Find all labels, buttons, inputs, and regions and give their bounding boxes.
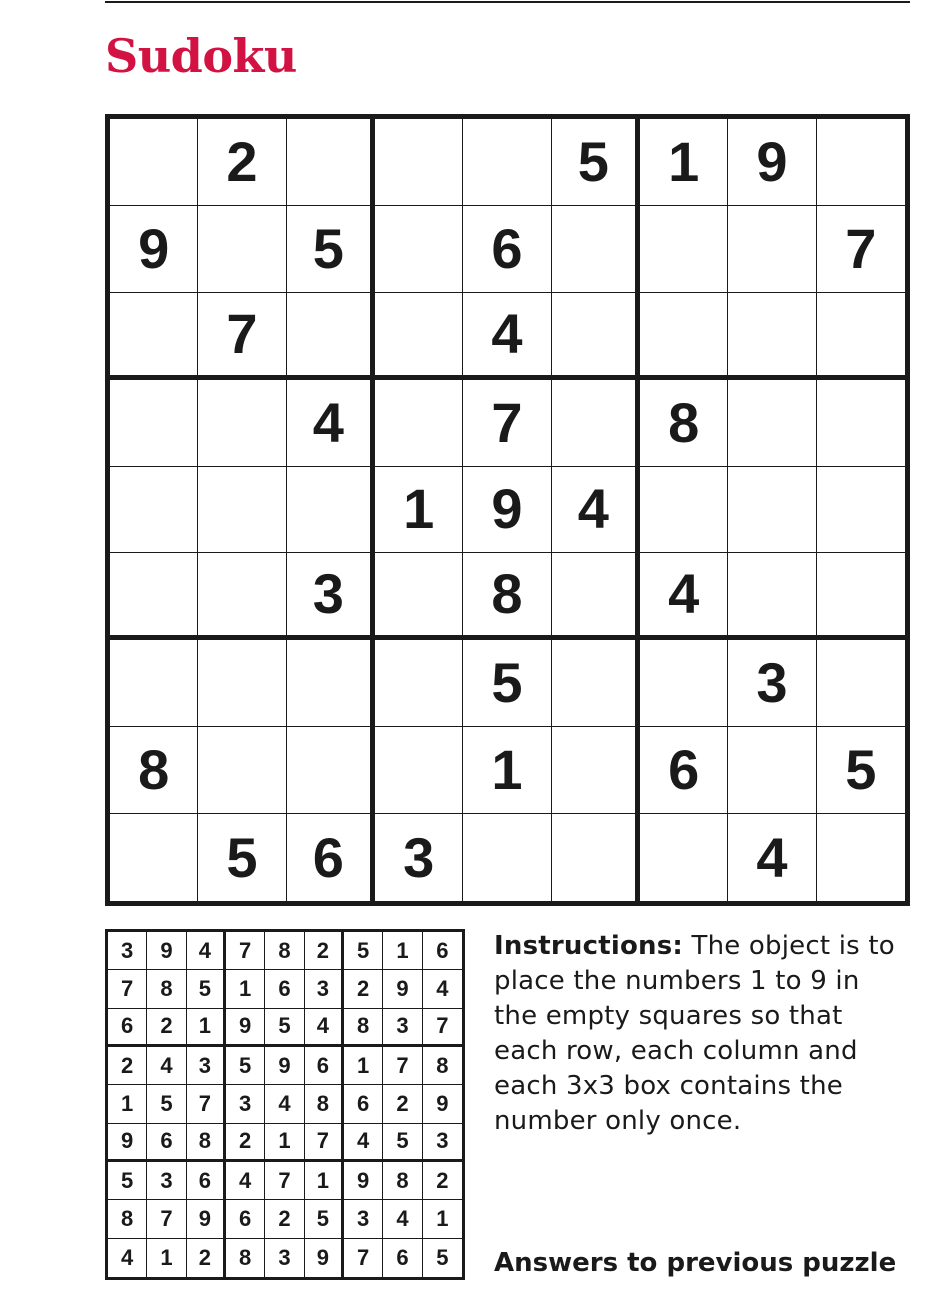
answer-cell-r5-c2: 5 xyxy=(147,1085,186,1123)
puzzle-cell-r5-c6[interactable]: 4 xyxy=(552,467,640,554)
puzzle-cell-r6-c3[interactable]: 3 xyxy=(287,553,375,640)
answer-cell-r3-c7: 8 xyxy=(344,1009,383,1047)
puzzle-cell-r8-c9[interactable]: 5 xyxy=(817,727,905,814)
answer-cell-r2-c1: 7 xyxy=(108,970,147,1008)
answer-cell-r2-c4: 1 xyxy=(226,970,265,1008)
answer-cell-r3-c2: 2 xyxy=(147,1009,186,1047)
answer-cell-r6-c4: 2 xyxy=(226,1124,265,1162)
puzzle-cell-r6-c8[interactable] xyxy=(728,553,816,640)
puzzle-cell-r1-c4[interactable] xyxy=(375,119,463,206)
answer-cell-r7-c7: 9 xyxy=(344,1162,383,1200)
puzzle-cell-r2-c6[interactable] xyxy=(552,206,640,293)
puzzle-cell-r2-c5[interactable]: 6 xyxy=(463,206,551,293)
answer-cell-r7-c1: 5 xyxy=(108,1162,147,1200)
answer-cell-r5-c4: 3 xyxy=(226,1085,265,1123)
answer-cell-r6-c1: 9 xyxy=(108,1124,147,1162)
answer-cell-r6-c3: 8 xyxy=(187,1124,226,1162)
answer-cell-r4-c6: 6 xyxy=(305,1047,344,1085)
answer-cell-r3-c1: 6 xyxy=(108,1009,147,1047)
puzzle-cell-r5-c9[interactable] xyxy=(817,467,905,554)
answer-cell-r3-c5: 5 xyxy=(265,1009,304,1047)
answer-cell-r8-c4: 6 xyxy=(226,1200,265,1238)
answer-cell-r1-c2: 9 xyxy=(147,932,186,970)
answer-cell-r1-c3: 4 xyxy=(187,932,226,970)
puzzle-cell-r2-c3[interactable]: 5 xyxy=(287,206,375,293)
answer-cell-r7-c3: 6 xyxy=(187,1162,226,1200)
answer-cell-r5-c8: 2 xyxy=(383,1085,422,1123)
puzzle-cell-r5-c2[interactable] xyxy=(198,467,286,554)
answer-cell-r3-c3: 1 xyxy=(187,1009,226,1047)
puzzle-cell-r1-c3[interactable] xyxy=(287,119,375,206)
puzzle-cell-r6-c6[interactable] xyxy=(552,553,640,640)
puzzle-cell-r7-c1[interactable] xyxy=(110,640,198,727)
answer-cell-r2-c6: 3 xyxy=(305,970,344,1008)
answer-cell-r2-c5: 6 xyxy=(265,970,304,1008)
puzzle-cell-r3-c1[interactable] xyxy=(110,293,198,380)
answer-cell-r7-c5: 7 xyxy=(265,1162,304,1200)
answer-cell-r6-c5: 1 xyxy=(265,1124,304,1162)
answer-cell-r3-c9: 7 xyxy=(423,1009,462,1047)
answer-cell-r2-c2: 8 xyxy=(147,970,186,1008)
puzzle-cell-r5-c3[interactable] xyxy=(287,467,375,554)
answer-cell-r3-c4: 9 xyxy=(226,1009,265,1047)
answer-cell-r2-c9: 4 xyxy=(423,970,462,1008)
answer-cell-r4-c9: 8 xyxy=(423,1047,462,1085)
puzzle-cell-r8-c8[interactable] xyxy=(728,727,816,814)
instructions-label: Instructions: xyxy=(494,931,684,961)
answer-cell-r4-c2: 4 xyxy=(147,1047,186,1085)
puzzle-cell-r1-c2[interactable]: 2 xyxy=(198,119,286,206)
puzzle-cell-r1-c6[interactable]: 5 xyxy=(552,119,640,206)
answer-cell-r1-c6: 2 xyxy=(305,932,344,970)
puzzle-cell-r9-c4[interactable]: 3 xyxy=(375,814,463,901)
puzzle-cell-r1-c9[interactable] xyxy=(817,119,905,206)
puzzle-cell-r6-c2[interactable] xyxy=(198,553,286,640)
puzzle-cell-r5-c7[interactable] xyxy=(640,467,728,554)
instructions xyxy=(494,929,910,1139)
answer-cell-r1-c5: 8 xyxy=(265,932,304,970)
puzzle-cell-r8-c2[interactable] xyxy=(198,727,286,814)
puzzle-cell-r1-c5[interactable] xyxy=(463,119,551,206)
puzzle-cell-r2-c7[interactable] xyxy=(640,206,728,293)
puzzle-cell-r1-c8[interactable]: 9 xyxy=(728,119,816,206)
answer-cell-r1-c7: 5 xyxy=(344,932,383,970)
puzzle-cell-r7-c7[interactable] xyxy=(640,640,728,727)
answer-cell-r5-c1: 1 xyxy=(108,1085,147,1123)
puzzle-cell-r4-c7[interactable]: 8 xyxy=(640,380,728,467)
answer-cell-r2-c7: 2 xyxy=(344,970,383,1008)
answer-cell-r4-c4: 5 xyxy=(226,1047,265,1085)
puzzle-cell-r4-c5[interactable]: 7 xyxy=(463,380,551,467)
answer-cell-r5-c6: 8 xyxy=(305,1085,344,1123)
answer-cell-r5-c7: 6 xyxy=(344,1085,383,1123)
puzzle-cell-r8-c6[interactable] xyxy=(552,727,640,814)
answer-cell-r3-c8: 3 xyxy=(383,1009,422,1047)
answer-cell-r4-c7: 1 xyxy=(344,1047,383,1085)
answer-cell-r9-c9: 5 xyxy=(436,1244,449,1270)
page-title: Sudoku xyxy=(105,29,297,83)
puzzle-cell-r2-c8[interactable] xyxy=(728,206,816,293)
puzzle-cell-r4-c3[interactable]: 4 xyxy=(287,380,375,467)
puzzle-cell-r3-c6[interactable] xyxy=(552,293,640,380)
puzzle-cell-r8-c3[interactable] xyxy=(287,727,375,814)
puzzle-cell-r7-c6[interactable] xyxy=(552,640,640,727)
puzzle-cell-r5-c4[interactable]: 1 xyxy=(375,467,463,554)
answer-cell-r1-c4: 7 xyxy=(226,932,265,970)
puzzle-cell-r5-c8[interactable] xyxy=(728,467,816,554)
puzzle-cell-r6-c9[interactable] xyxy=(817,553,905,640)
puzzle-cell-r7-c4[interactable] xyxy=(375,640,463,727)
answers-label: Answers to previous puzzle xyxy=(494,1248,897,1278)
puzzle-cell-r4-c8[interactable] xyxy=(728,380,816,467)
puzzle-cell-r7-c8[interactable]: 3 xyxy=(728,640,816,727)
puzzle-cell-r3-c2[interactable]: 7 xyxy=(198,293,286,380)
answer-cell-r2-c8: 9 xyxy=(383,970,422,1008)
answer-cell-r8-c3: 9 xyxy=(187,1200,226,1238)
answer-cell-r7-c2: 3 xyxy=(147,1162,186,1200)
puzzle-cell-r1-c1[interactable] xyxy=(110,119,198,206)
answer-cell-r5-c9: 9 xyxy=(423,1085,462,1123)
puzzle-cell-r4-c4[interactable] xyxy=(375,380,463,467)
answer-cell-r4-c3: 3 xyxy=(187,1047,226,1085)
answer-cell-r6-c2: 6 xyxy=(147,1124,186,1162)
answer-cell-r3-c6: 4 xyxy=(305,1009,344,1047)
answer-cell-r4-c8: 7 xyxy=(383,1047,422,1085)
puzzle-cell-r6-c4[interactable] xyxy=(375,553,463,640)
answer-cell-r8-c1: 8 xyxy=(108,1200,147,1238)
answer-cell-r6-c9: 3 xyxy=(423,1124,462,1162)
answer-cell-r7-c9: 2 xyxy=(423,1162,462,1200)
puzzle-cell-r5-c5[interactable]: 9 xyxy=(463,467,551,554)
puzzle-cell-r2-c9[interactable]: 7 xyxy=(817,206,905,293)
puzzle-cell-r3-c4[interactable] xyxy=(375,293,463,380)
answer-cell-r9-c8: 6 xyxy=(383,1239,422,1277)
answer-cell-r7-c4: 4 xyxy=(226,1162,265,1200)
puzzle-cell-r7-c5[interactable]: 5 xyxy=(463,640,551,727)
answer-cell-r6-c6: 7 xyxy=(305,1124,344,1162)
puzzle-cell-r7-c9[interactable] xyxy=(817,640,905,727)
answer-cell-r9-c1: 4 xyxy=(108,1239,147,1277)
puzzle-cell-r9-c7[interactable] xyxy=(640,814,728,901)
answer-cell-r6-c7: 4 xyxy=(344,1124,383,1162)
puzzle-cell-r4-c9[interactable] xyxy=(817,380,905,467)
puzzle-cell-r8-c5[interactable]: 1 xyxy=(463,727,551,814)
puzzle-cell-r9-c6[interactable] xyxy=(552,814,640,901)
previous-answer-grid xyxy=(105,929,465,1280)
answer-cell-r9-c2: 1 xyxy=(147,1239,186,1277)
answer-cell-r7-c8: 8 xyxy=(383,1162,422,1200)
puzzle-cell-r9-c9[interactable] xyxy=(817,814,905,901)
puzzle-cell-r6-c1[interactable] xyxy=(110,553,198,640)
answer-cell-r1-c1: 3 xyxy=(108,932,147,970)
answer-cell-r2-c3: 5 xyxy=(187,970,226,1008)
answer-cell-r7-c6: 1 xyxy=(305,1162,344,1200)
instructions-text: The object is to place the numbers 1 to 9 in the empty squares so that each row, each column and each 3x3 box contains the number only once. xyxy=(494,931,895,1136)
puzzle-cell-r6-c7[interactable]: 4 xyxy=(640,553,728,640)
answer-cell-r9-c6: 9 xyxy=(305,1239,344,1277)
answer-cell-r6-c8: 5 xyxy=(383,1124,422,1162)
answer-cell-r4-c5: 9 xyxy=(265,1047,304,1085)
puzzle-cell-r3-c3[interactable] xyxy=(287,293,375,380)
answer-cell-r9-c4: 8 xyxy=(226,1239,265,1277)
answer-cell-r8-c6: 5 xyxy=(305,1200,344,1238)
answer-cell-r5-c3: 7 xyxy=(187,1085,226,1123)
answer-cell-r8-c5: 2 xyxy=(265,1200,304,1238)
puzzle-cell-r8-c1[interactable]: 8 xyxy=(110,727,198,814)
puzzle-cell-r3-c5[interactable]: 4 xyxy=(463,293,551,380)
sudoku-puzzle-grid xyxy=(105,114,910,906)
answer-cell-r1-c9: 6 xyxy=(423,932,462,970)
puzzle-cell-r6-c5[interactable]: 8 xyxy=(463,553,551,640)
puzzle-cell-r9-c5[interactable] xyxy=(463,814,551,901)
puzzle-cell-r9-c1[interactable] xyxy=(110,814,198,901)
answer-cell-r9-c3: 2 xyxy=(187,1239,226,1277)
answer-cell-r1-c8: 1 xyxy=(383,932,422,970)
puzzle-cell-r2-c1[interactable]: 9 xyxy=(110,206,198,293)
puzzle-cell-r4-c1[interactable] xyxy=(110,380,198,467)
answer-cell-r8-c9: 1 xyxy=(423,1200,462,1238)
answer-cell-r8-c2: 7 xyxy=(147,1200,186,1238)
puzzle-cell-r2-c2[interactable] xyxy=(198,206,286,293)
puzzle-cell-r8-c4[interactable] xyxy=(375,727,463,814)
puzzle-cell-r4-c6[interactable] xyxy=(552,380,640,467)
answer-cell-r4-c1: 2 xyxy=(108,1047,147,1085)
puzzle-cell-r3-c9[interactable] xyxy=(817,293,905,380)
top-rule xyxy=(105,1,910,3)
puzzle-cell-r3-c7[interactable] xyxy=(640,293,728,380)
puzzle-cell-r2-c4[interactable] xyxy=(375,206,463,293)
answer-cell-r9-c7: 7 xyxy=(344,1239,383,1277)
puzzle-cell-r7-c3[interactable] xyxy=(287,640,375,727)
puzzle-cell-r8-c7[interactable]: 6 xyxy=(640,727,728,814)
puzzle-cell-r9-c3[interactable]: 6 xyxy=(287,814,375,901)
puzzle-cell-r5-c1[interactable] xyxy=(110,467,198,554)
puzzle-cell-r4-c2[interactable] xyxy=(198,380,286,467)
answer-cell-r8-c8: 4 xyxy=(383,1200,422,1238)
puzzle-cell-r9-c8[interactable]: 4 xyxy=(728,814,816,901)
answer-cell-r9-c5: 3 xyxy=(265,1239,304,1277)
puzzle-cell-r1-c7[interactable]: 1 xyxy=(640,119,728,206)
answer-cell-r8-c7: 3 xyxy=(344,1200,383,1238)
puzzle-cell-r7-c2[interactable] xyxy=(198,640,286,727)
puzzle-cell-r9-c2[interactable]: 5 xyxy=(198,814,286,901)
answer-cell-r5-c5: 4 xyxy=(265,1085,304,1123)
puzzle-cell-r3-c8[interactable] xyxy=(728,293,816,380)
